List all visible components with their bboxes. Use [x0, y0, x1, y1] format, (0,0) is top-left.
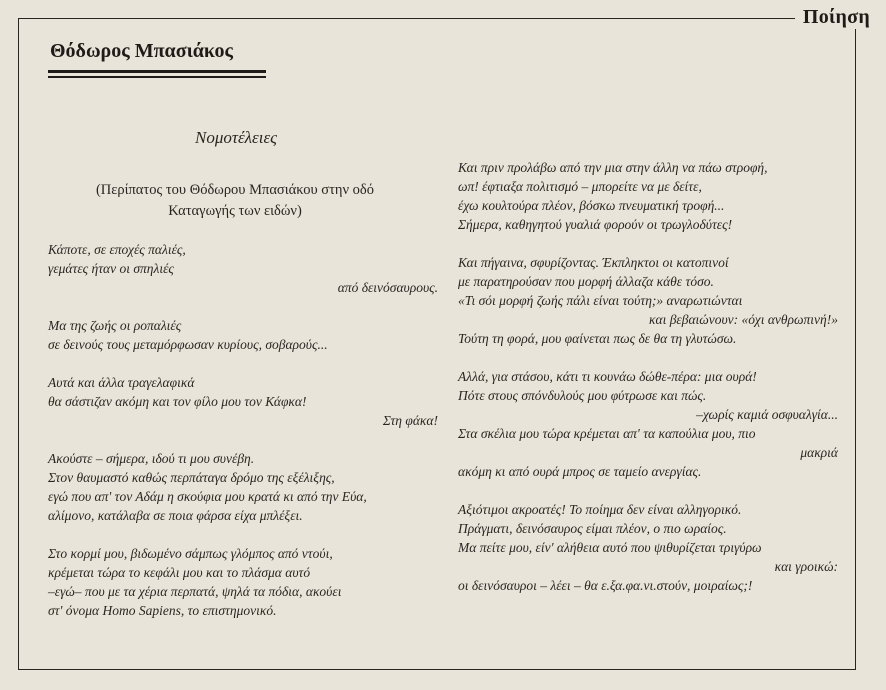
poem-line: Στο κορμί μου, βιδωμένο σάμπως γλόμπος από ντούι, [48, 546, 333, 561]
poem-line: Μα της ζωής οι ροπαλιές [48, 318, 182, 333]
stanza [48, 240, 438, 297]
poem-line: από δεινόσαυρους. [337, 280, 438, 295]
stanza [458, 367, 838, 481]
poem-right-column [458, 158, 838, 614]
poem-line: Τούτη τη φορά, μου φαίνεται πως δε θα τη γλυτώσω. [458, 331, 737, 346]
section-label: Ποίηση [795, 6, 876, 29]
poem-line: γεμάτες ήταν οι σπηλιές [48, 261, 174, 276]
poem-line: Και πήγαινα, σφυρίζοντας. Έκπληκτοι οι κατοπινοί [458, 255, 729, 270]
poem-line: θα σάστιζαν ακόμη και τον φίλο μου τον Κάφκα! [48, 394, 307, 409]
poem-line: ακόμη κι από ουρά μπρος σε ταμείο ανεργίας. [458, 464, 702, 479]
poem-subtitle [70, 180, 400, 222]
poem-line: σε δεινούς τους μεταμόρφωσαν κυρίους, σοβαρούς... [48, 337, 328, 352]
poem-line: Στα σκέλια μου τώρα κρέμεται απ' τα καπούλια μου, πιο [458, 426, 756, 441]
poem-line: Αξιότιμοι ακροατές! Το ποίημα δεν είναι αλληγορικό. [458, 502, 742, 517]
poem-title: Νομοτέλειες [195, 128, 278, 147]
poem-line: Πότε στους σπόνδυλούς μου φύτρωσε και πώς. [458, 388, 707, 403]
stanza [48, 373, 438, 430]
poem-line: κρέμεται τώρα το κεφάλι μου και το πλάσμα αυτό [48, 565, 311, 580]
poem-line: Μα πείτε μου, είν' αλήθεια αυτό που ψιθυρίζεται τριγύρω [458, 540, 762, 555]
poem-line: Ακούστε – σήμερα, ιδού τι μου συνέβη. [48, 451, 255, 466]
poem-line: Και πριν προλάβω από την μια στην άλλη να πάω στροφή, [458, 160, 768, 175]
poem-line: Πράγματι, δεινόσαυρος είμαι πλέον, ο πιο ωραίος. [458, 521, 727, 536]
stanza [458, 253, 838, 348]
poem-line: Στον θαυμαστό καθώς περπάταγα δρόμο της εξέλιξης, [48, 470, 335, 485]
stanza [458, 158, 838, 234]
poem-line: αλίμονο, κατάλαβα σε ποια φάρσα είχα μπλέξει. [48, 508, 303, 523]
subtitle-line: Καταγωγής των ειδών) [168, 203, 302, 219]
poem-line: Σήμερα, καθηγητού γυαλιά φορούν οι τρωγλοδύτες! [458, 217, 733, 232]
stanza [48, 316, 438, 354]
author-underline [48, 70, 266, 73]
stanza [48, 544, 438, 620]
poem-line: Στη φάκα! [382, 413, 438, 428]
poem-line: Κάποτε, σε εποχές παλιές, [48, 242, 186, 257]
stanza [458, 500, 838, 595]
poem-line: με παρατηρούσαν που μορφή άλλαζα κάθε τόσο. [458, 274, 714, 289]
poem-line: και βεβαιώνουν: «όχι ανθρωπινή!» [649, 312, 838, 327]
author-name: Θόδωρος Μπασιάκος [50, 40, 233, 62]
poem-line: Αλλά, για στάσου, κάτι τι κουνάω δώθε-πέρα: μια ουρά! [458, 369, 757, 384]
poem-line: έχω κουλτούρα πλέον, βόσκω πνευματική τροφή... [458, 198, 725, 213]
poem-line: ωπ! έφτιαξα πολιτισμό – μπορείτε να με δείτε, [458, 179, 702, 194]
poem-line: μακριά [800, 445, 838, 460]
stanza [48, 449, 438, 525]
subtitle-line: (Περίπατος του Θόδωρου Μπασιάκου στην οδό [95, 182, 375, 198]
poem-line: και γροικώ: [774, 559, 838, 574]
author-underline-thin [48, 76, 266, 78]
poem-line: Αυτά και άλλα τραγελαφικά [48, 375, 195, 390]
poem-line: οι δεινόσαυροι – λέει – θα ε.ξα.φα.νι.στούν, μοιραίως;! [458, 578, 753, 593]
poem-left-column [48, 240, 438, 639]
poem-line: εγώ που απ' τον Αδάμ η σκούφια μου κρατά κι από την Εύα, [48, 489, 367, 504]
poem-line: «Τι σόι μορφή ζωής πάλι είναι τούτη;» αναρωτιώνται [458, 293, 743, 308]
poem-line: –εγώ– που με τα χέρια περπατά, ψηλά τα πόδια, ακούει [48, 584, 342, 599]
poem-line: στ' όνομα Homo Sapiens, το επιστημονικό. [48, 603, 277, 618]
poem-line: –χωρίς καμιά οσφυαλγία... [696, 407, 838, 422]
